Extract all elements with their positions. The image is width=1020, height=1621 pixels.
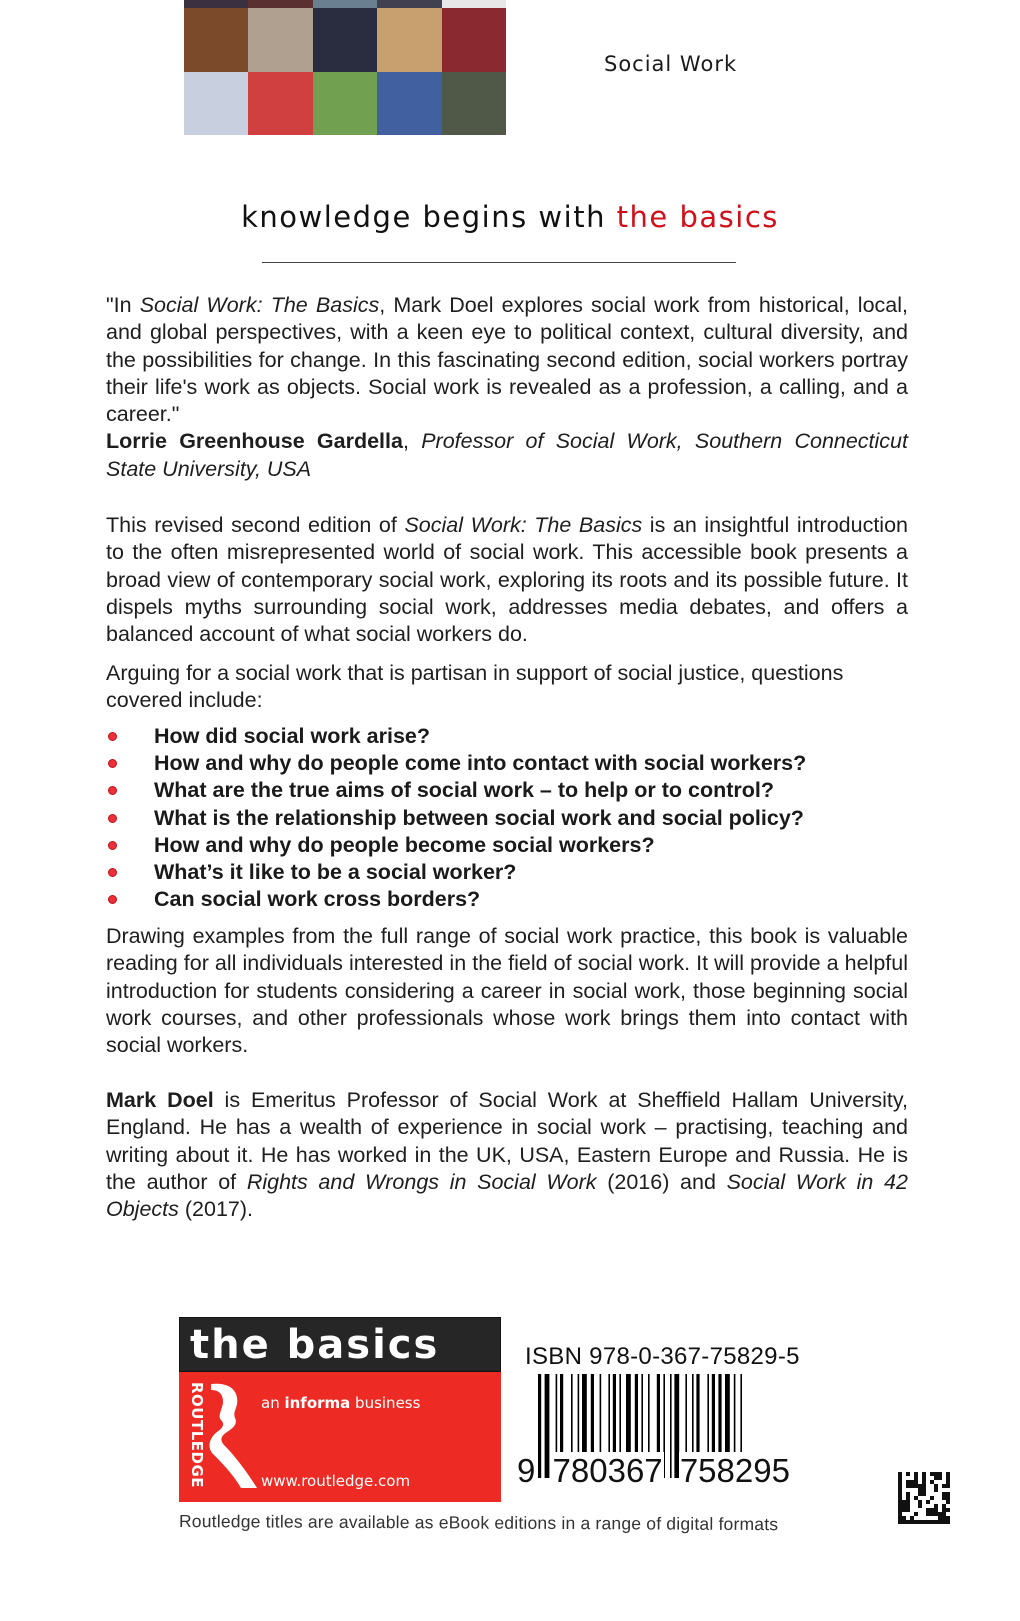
quote-attribution-role: Professor of Social Work, Southern Connecticut State University, USA <box>106 429 908 481</box>
author-bio-text: is Emeritus Professor of Social Work at Sheffield Hallam University, England. He has a wealth of experience in social work – practising, teaching and writing about it. He has worked in the UK, USA, Eastern Europe and Russia. He is the author of <box>106 1088 908 1194</box>
isbn-label: ISBN 978-0-367-75829-5 <box>525 1343 800 1370</box>
collage-photo-tile <box>248 0 312 8</box>
tagline-highlight: the basics <box>616 200 779 234</box>
informa-bold: informa <box>284 1394 351 1412</box>
collage-photo-tile <box>377 72 441 135</box>
series-banner <box>179 1317 501 1372</box>
bullet-icon <box>108 814 117 823</box>
series-publisher-block <box>179 1317 501 1502</box>
description-prefix: This revised second edition of <box>106 513 405 537</box>
author-book-2: Social Work in 42 Objects <box>106 1169 908 1222</box>
informa-suffix: business <box>350 1394 421 1412</box>
ean-left-digits: 780367 <box>552 1452 663 1489</box>
publisher-url[interactable]: www.routledge.com <box>261 1472 411 1490</box>
question-text: Can social work cross borders? <box>154 887 481 912</box>
collage-photo-tile <box>442 72 506 135</box>
question-text: How and why do people become social workers? <box>154 832 655 857</box>
list-item <box>106 886 908 913</box>
collage-photo-tile <box>248 72 312 135</box>
question-text: What are the true aims of social work – to help or to control? <box>154 778 775 803</box>
collage-photo-tile <box>377 8 441 72</box>
publisher-panel <box>179 1372 501 1502</box>
audience-paragraph: Drawing examples from the full range of social work practice, this book is valuable reading for all individuals interested in the field of social work. It will provide a helpful introduction for students considering a career in social work, those beginning social work courses, and other professionals whose work brings them into contact with social workers. <box>106 924 908 1058</box>
question-text: How and why do people come into contact with social workers? <box>154 751 807 776</box>
endorsement-quote <box>106 292 908 483</box>
informa-prefix: an <box>261 1394 285 1412</box>
questions-list <box>106 723 908 913</box>
bullet-icon <box>108 786 117 795</box>
quote-book-title: Social Work: The Basics <box>139 293 380 317</box>
ean-right-digits: 758295 <box>679 1452 790 1489</box>
author-bio <box>106 1087 908 1223</box>
list-item <box>106 750 908 777</box>
list-item <box>106 859 908 886</box>
collage-photo-tile <box>313 8 377 72</box>
bullet-icon <box>108 732 117 741</box>
collage-photo-tile <box>184 0 248 8</box>
collage-photo-tile <box>184 8 248 72</box>
bullet-icon <box>108 759 117 768</box>
tagline-divider <box>262 262 736 263</box>
author-bio-text: (2016) and <box>596 1169 727 1194</box>
quote-open: "In <box>106 293 140 317</box>
collage-photo-tile <box>442 8 506 72</box>
tagline <box>0 200 1020 234</box>
list-item <box>106 777 908 804</box>
question-text: What is the relationship between social work and social policy? <box>154 805 804 830</box>
author-name: Mark Doel <box>106 1088 214 1112</box>
quote-text: , Mark Doel explores social work from historical, local, and global perspectives, with a keen eye to political context, cultural diversity, and the possibilities for change. In this fascinating second edition, social workers portray their life's work as objects. Social work is revealed as a profession, a calling, and a career." <box>106 293 909 427</box>
bullet-icon <box>108 841 117 850</box>
collage-photo-tile <box>442 0 506 8</box>
tagline-prefix: knowledge begins with <box>241 200 617 234</box>
list-item <box>106 723 908 750</box>
quote-attribution-name: Lorrie Greenhouse Gardella <box>106 429 403 454</box>
routledge-logo-icon <box>205 1380 263 1490</box>
cover-photo-collage <box>184 0 506 135</box>
book-description <box>106 512 908 648</box>
collage-photo-tile <box>377 0 441 8</box>
ean-first-digit: 9 <box>517 1452 536 1489</box>
bullet-icon <box>108 895 117 904</box>
ebook-availability-note: Routledge titles are available as eBook editions in a range of digital formats <box>178 1511 779 1535</box>
quote-attribution-sep: , <box>402 429 422 454</box>
ean-digits <box>516 1452 791 1490</box>
bullet-icon <box>108 868 117 877</box>
collage-photo-tile <box>184 72 248 135</box>
description-text: is an insightful introduction to the often misrepresented world of social work. This accessible book presents a broad view of contemporary social work, exploring its roots and its possible future. It dispels myths surrounding social work, addresses media debates, and offers a balanced account of what social workers do. <box>106 513 908 647</box>
collage-photo-tile <box>248 8 312 72</box>
description-book-title: Social Work: The Basics <box>404 513 643 537</box>
author-book-1: Rights and Wrongs in Social Work <box>246 1169 597 1194</box>
list-item <box>106 832 908 859</box>
question-text: How did social work arise? <box>154 724 430 748</box>
informa-tagline <box>261 1394 420 1412</box>
question-text: What’s it like to be a social worker? <box>154 860 517 885</box>
routledge-wordmark: ROUTLEDGE <box>188 1382 206 1489</box>
series-label: Social Work <box>604 52 738 76</box>
datamatrix-code-icon <box>898 1472 950 1524</box>
questions-intro: Arguing for a social work that is partisan in support of social justice, questions covered include: <box>106 661 844 713</box>
list-item <box>106 805 908 832</box>
series-title: the basics <box>190 1322 440 1368</box>
collage-photo-tile <box>313 72 377 135</box>
collage-photo-tile <box>313 0 377 8</box>
author-bio-text: (2017). <box>178 1197 253 1222</box>
